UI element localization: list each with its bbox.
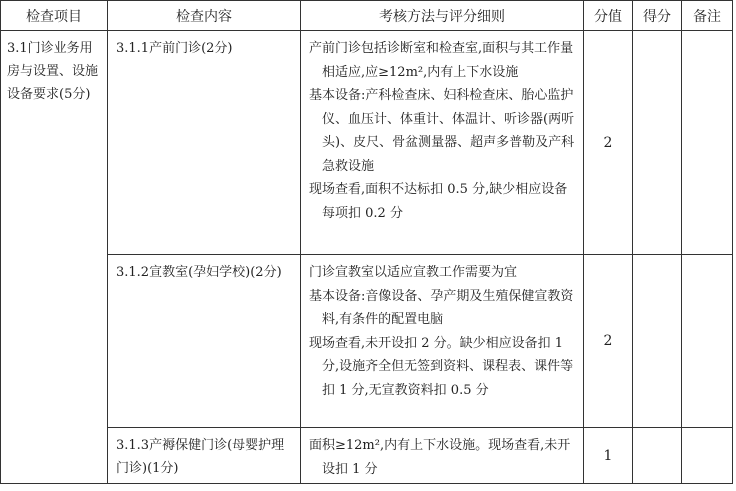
row-method	[301, 428, 584, 484]
header-value: 分值	[584, 1, 633, 31]
method-line: 基本设备:音像设备、孕产期及生殖保健宣教资料,有条件的配置电脑	[309, 288, 574, 327]
method-line: 基本设备:产科检查床、妇科检查床、胎心监护仪、血压计、体重计、体温计、听诊器(两听头)、皮尺、骨盆测量器、超声多普勒及产科急救设施	[309, 88, 575, 174]
header-score: 得分	[633, 1, 682, 31]
row-score	[633, 31, 682, 255]
row-method	[301, 255, 584, 428]
row-remark	[682, 255, 733, 428]
method-line: 产前门诊包括诊断室和检查室,面积与其工作量相适应,应≥12m²,内有上下水设施	[309, 41, 574, 80]
table-row	[1, 255, 733, 428]
method-line: 现场查看,面积不达标扣 0.5 分,缺少相应设备每项扣 0.2 分	[309, 182, 568, 221]
section-label: 3.1门诊业务用房与设置、设施设备要求(5分)	[1, 31, 108, 484]
row-value: 2	[584, 31, 633, 255]
table-row	[1, 31, 733, 255]
method-line: 面积≥12m²,内有上下水设施。现场查看,未开设扣 1 分	[309, 438, 571, 477]
method-line: 门诊宣教室以适应宣教工作需要为宜	[309, 265, 518, 280]
row-method	[301, 31, 584, 255]
table-row	[1, 428, 733, 484]
header-method: 考核方法与评分细则	[301, 1, 584, 31]
header-remark: 备注	[682, 1, 733, 31]
row-value: 1	[584, 428, 633, 484]
row-remark	[682, 428, 733, 484]
header-content: 检查内容	[108, 1, 301, 31]
row-content: 3.1.3产褥保健门诊(母婴护理门诊)(1分)	[108, 428, 301, 484]
row-score	[633, 255, 682, 428]
row-value: 2	[584, 255, 633, 428]
row-content: 3.1.1产前门诊(2分)	[108, 31, 301, 255]
row-score	[633, 428, 682, 484]
header-row	[1, 1, 733, 31]
header-item: 检查项目	[1, 1, 108, 31]
method-line: 现场查看,未开设扣 2 分。缺少相应设备扣 1 分,设施齐全但无签到资料、课程表、课件等扣 1 分,无宣教资料扣 0.5 分	[309, 335, 574, 398]
row-content: 3.1.2宣教室(孕妇学校)(2分)	[108, 255, 301, 428]
row-remark	[682, 31, 733, 255]
